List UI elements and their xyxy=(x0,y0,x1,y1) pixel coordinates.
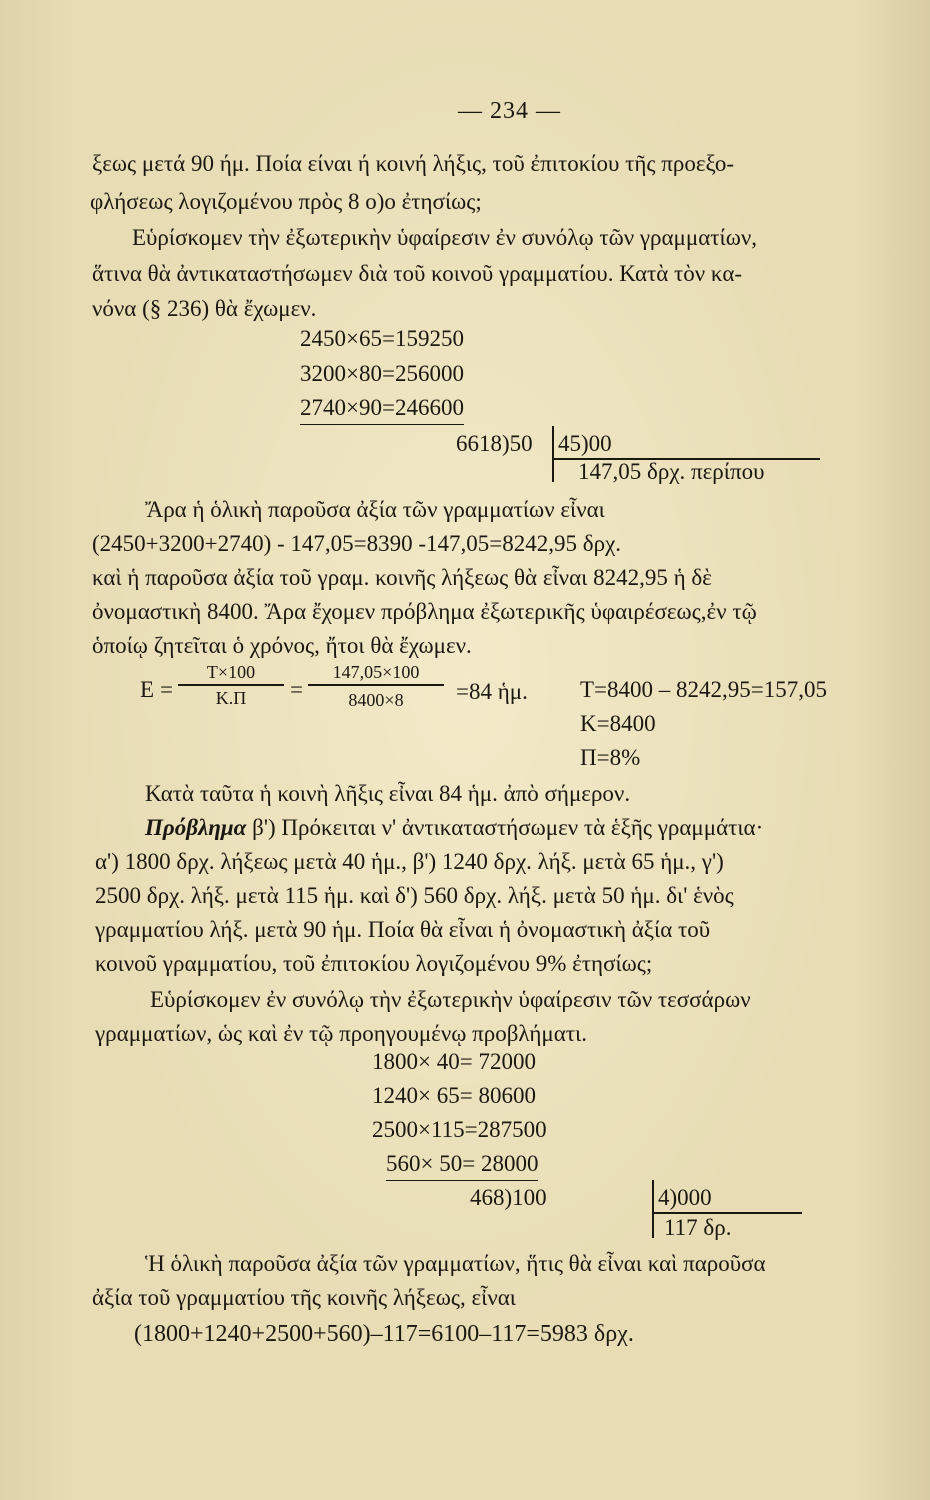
text-line: (2450+3200+2740) - 147,05=8390 -147,05=8242,95 δρχ. xyxy=(92,531,622,556)
text-line: (1800+1240+2500+560)–117=6100–117=5983 δρχ. xyxy=(134,1321,634,1347)
calc-row: 2500×115=287500 xyxy=(372,1117,547,1142)
text-line: γραμματίου λήξ. μετὰ 90 ἡμ. Ποία θὰ εἶναι ἡ ὀνομαστικὴ ἀξία τοῦ xyxy=(95,917,711,942)
text-line: Εὑρίσκομεν ἐν συνόλῳ τὴν ἐξωτερικὴν ὑφαίρεσιν τῶν τεσσάρων xyxy=(150,987,751,1012)
formula-p: Π=8% xyxy=(580,745,641,770)
fraction-numerator: 147,05×100 xyxy=(332,662,420,682)
text-line: καὶ ἡ παροῦσα ἀξία τοῦ γραμ. κοινῆς λήξεως θὰ εἶναι 8242,95 ἡ δὲ xyxy=(92,565,712,590)
text-line: ἅτινα θὰ ἀντικαταστήσωμεν διὰ τοῦ κοινοῦ γραμματίου. Κατὰ τὸν κα- xyxy=(92,261,743,286)
formula-lhs: E xyxy=(140,677,155,702)
formula-eq: = xyxy=(290,677,303,702)
text-line: ὁποίῳ ζητεῖται ὁ χρόνος, ἤτοι θὰ ἔχωμεν. xyxy=(92,633,472,658)
text-line: ἀξία τοῦ γραμματίου τῆς κοινῆς λήξεως, εἶναι xyxy=(92,1285,516,1310)
formula-result: =84 ἡμ. xyxy=(456,679,528,704)
division-divisor: 45)00 xyxy=(558,431,612,456)
text-line: φλήσεως λογιζομένου πρὸς 8 ο)ο ἐτησίως; xyxy=(90,189,482,214)
formula-t: T=8400 – 8242,95=157,05 xyxy=(580,677,827,702)
division-dividend: 6618)50 xyxy=(456,431,533,456)
calc-row: 1240× 65= 80600 xyxy=(372,1083,536,1108)
fraction-denominator: 8400×8 xyxy=(348,690,404,710)
text-line: 2500 δρχ. λήξ. μετὰ 115 ἡμ. καὶ δ') 560 δρχ. λήξ. μετὰ 50 ἡμ. δι' ἑνὸς xyxy=(95,883,734,908)
text-line: νόνα (§ 236) θὰ ἔχωμεν. xyxy=(92,296,317,321)
calc-row: 3200×80=256000 xyxy=(300,361,464,386)
division-bar-vertical xyxy=(652,1180,654,1238)
page-number: — 234 — xyxy=(458,98,561,124)
fraction-numerator: T×100 xyxy=(206,662,256,682)
division-quotient: 147,05 δρχ. περίπου xyxy=(578,459,765,484)
text-line: Εὑρίσκομεν τὴν ἐξωτερικὴν ὑφαίρεσιν ἐν συνόλῳ τῶν γραμματίων, xyxy=(132,225,757,250)
problem-line xyxy=(145,814,763,842)
text-line: ξεως μετά 90 ήμ. Ποία είναι ή κοινή λήξις, τοῦ ἐπιτοκίου τῆς προεξο- xyxy=(92,151,735,176)
calc-row: 1800× 40= 72000 xyxy=(372,1049,536,1074)
division-quotient: 117 δρ. xyxy=(664,1215,732,1240)
division-divisor: 4)000 xyxy=(658,1185,712,1210)
text-line: Ἡ ὁλικὴ παροῦσα ἀξία τῶν γραμματίων, ἥτις θὰ εἶναι καὶ παροῦσα xyxy=(145,1251,766,1276)
formula-k: K=8400 xyxy=(580,711,656,736)
calc-row: 560× 50= 28000 xyxy=(386,1150,538,1181)
text-line: Κατὰ ταῦτα ἡ κοινὴ λῆξις εἶναι 84 ἡμ. ἀπὸ σήμερον. xyxy=(145,781,631,806)
fraction-denominator: K.Π xyxy=(215,688,247,708)
text-line: ὀνομαστικὴ 8400. Ἄρα ἔχομεν πρόβλημα ἐξωτερικῆς ὑφαιρέσεως,ἐν τῷ xyxy=(92,599,757,624)
calc-row: 2740×90=246600 xyxy=(300,394,464,425)
text-line: γραμματίων, ὡς καὶ ἐν τῷ προηγουμένῳ προβλήματι. xyxy=(95,1021,587,1046)
text-line: κοινοῦ γραμματίου, τοῦ ἐπιτοκίου λογιζομένου 9% ἐτησίως; xyxy=(95,951,653,976)
division-bar-vertical xyxy=(552,426,554,482)
fraction-bar xyxy=(308,684,444,686)
calc-row: 2450×65=159250 xyxy=(300,326,464,351)
problem-title: Πρόβλημα xyxy=(145,815,247,840)
formula-eq: = xyxy=(160,677,173,702)
text-line: Ἄρα ἡ ὁλικὴ παροῦσα ἀξία τῶν γραμματίων εἶναι xyxy=(145,497,605,522)
division-dividend: 468)100 xyxy=(470,1185,547,1210)
text-line: α') 1800 δρχ. λήξεως μετὰ 40 ἡμ., β') 1240 δρχ. λήξ. μετὰ 65 ἡμ., γ') xyxy=(95,849,724,874)
problem-text: β') Πρόκειται ν' ἀντικαταστήσωμεν τὰ ἑξῆς γραμμάτια· xyxy=(252,815,764,840)
fraction-bar xyxy=(178,684,284,686)
